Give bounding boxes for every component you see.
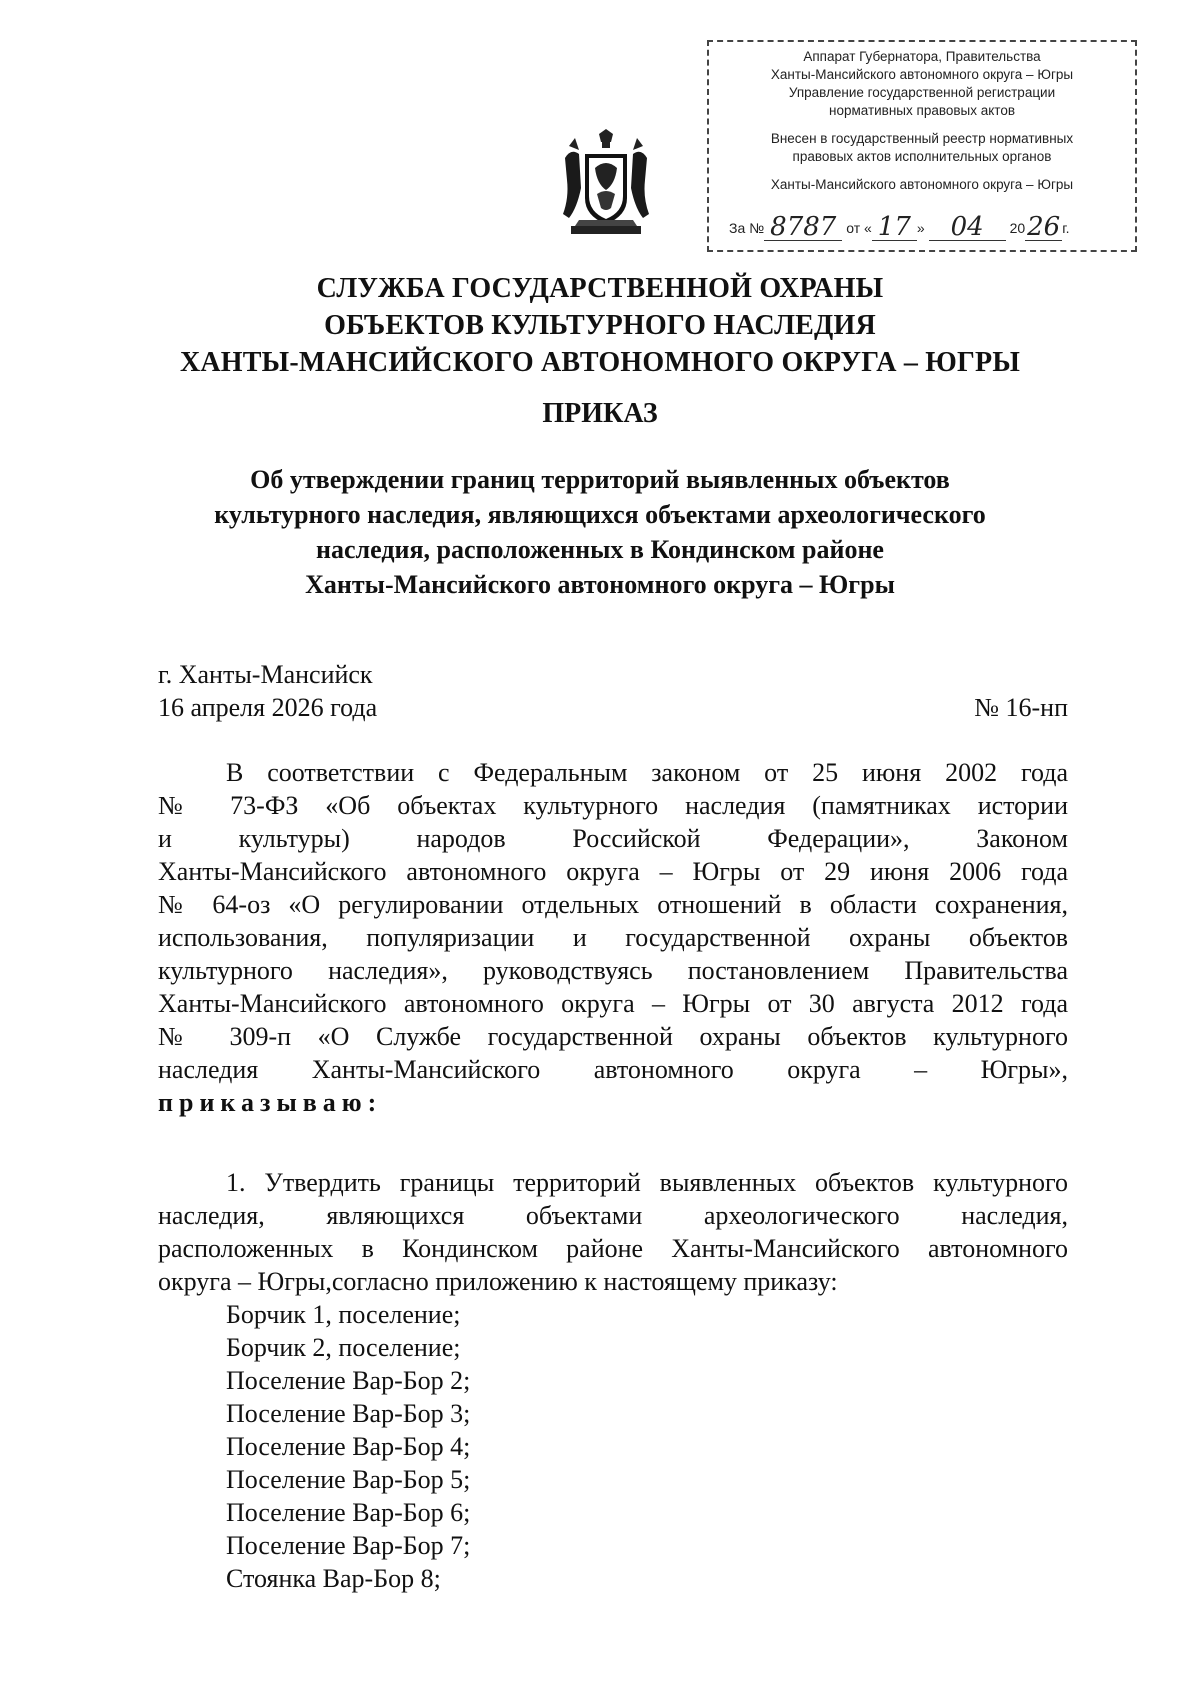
stamp-line: Ханты-Мансийского автономного округа – Югры	[770, 177, 1074, 192]
order-word: приказываю:	[158, 1088, 383, 1117]
preamble-line: использования, популяризации и государственной охраны объектов	[158, 923, 1068, 952]
stamp-year-end: г.	[1062, 220, 1070, 236]
list-item: Поселение Вар-Бор 6;	[226, 1498, 471, 1527]
stamp-line: нормативных правовых актов	[828, 103, 1016, 118]
stamp-line: Ханты-Мансийского автономного округа – Югры	[770, 67, 1074, 82]
subject-line: Ханты-Мансийского автономного округа – Югры	[305, 570, 895, 599]
point-1-line: наследия, являющихся объектами археологического наследия,	[158, 1201, 1068, 1230]
issue-date: 16 апреля 2026 года	[158, 693, 378, 722]
objects-list	[226, 1298, 470, 1595]
stamp-day: 17	[872, 214, 917, 241]
list-item: Борчик 1, поселение;	[226, 1300, 461, 1329]
list-item: Стоянка Вар-Бор 8;	[226, 1564, 441, 1593]
preamble-line: № 64-оз «О регулировании отдельных отношений в области сохранения,	[158, 890, 1068, 919]
document-number: № 16-нп	[974, 693, 1068, 722]
preamble-line: культурного наследия», руководствуясь постановлением Правительства	[158, 956, 1068, 985]
preamble-line: В соответствии с Федеральным законом от 25 июня 2002 года	[226, 758, 1068, 787]
agency-line: СЛУЖБА ГОСУДАРСТВЕННОЙ ОХРАНЫ	[316, 273, 884, 304]
list-item: Поселение Вар-Бор 5;	[226, 1465, 471, 1494]
stamp-line: Аппарат Губернатора, Правительства	[803, 49, 1041, 64]
stamp-year-prefix: 20	[1009, 220, 1026, 236]
stamp-line: Управление государственной регистрации	[788, 85, 1056, 100]
preamble-paragraph	[158, 756, 1068, 1119]
stamp-reg-number: 8787	[764, 214, 842, 241]
preamble-line: № 309-п «О Службе государственной охраны объектов культурного	[158, 1022, 1068, 1051]
subject-line: наследия, расположенных в Кондинском районе	[316, 535, 884, 564]
stamp-quote-close: »	[916, 220, 925, 236]
preamble-line: Ханты-Мансийского автономного округа – Югры от 30 августа 2012 года	[158, 989, 1068, 1018]
stamp-line: правовых актов исполнительных органов	[792, 149, 1052, 164]
agency-line: ОБЪЕКТОВ КУЛЬТУРНОГО НАСЛЕДИЯ	[324, 310, 876, 341]
preamble-line: наследия Ханты-Мансийского автономного округа – Югры»,	[158, 1055, 1068, 1084]
list-item: Поселение Вар-Бор 7;	[226, 1531, 471, 1560]
list-item: Борчик 2, поселение;	[226, 1333, 461, 1362]
point-1-line: 1. Утвердить границы территорий выявленных объектов культурного	[226, 1168, 1068, 1197]
order-title: ПРИКАЗ	[542, 398, 658, 429]
stamp-reg-prefix: За №	[729, 220, 765, 236]
list-item: Поселение Вар-Бор 4;	[226, 1432, 471, 1461]
preamble-line: Ханты-Мансийского автономного округа – Югры от 29 июня 2006 года	[158, 857, 1068, 886]
preamble-line: и культуры) народов Российской Федерации», Законом	[158, 824, 1068, 853]
subject-line: культурного наследия, являющихся объектами археологического	[214, 500, 986, 529]
stamp-month: 04	[929, 214, 1006, 241]
list-item: Поселение Вар-Бор 2;	[226, 1366, 471, 1395]
list-item: Поселение Вар-Бор 3;	[226, 1399, 471, 1428]
point-1-line: расположенных в Кондинском районе Ханты-Мансийского автономного	[158, 1234, 1068, 1263]
point-1-paragraph	[158, 1166, 1068, 1298]
preamble-line: № 73-ФЗ «Об объектах культурного наследия (памятниках истории	[158, 791, 1068, 820]
order-subject	[0, 462, 1200, 602]
subject-line: Об утверждении границ территорий выявленных объектов	[250, 465, 950, 494]
stamp-line: Внесен в государственный реестр нормативных	[770, 131, 1074, 146]
stamp-year-suffix: 26	[1027, 212, 1061, 242]
stamp-registration-row	[729, 214, 1125, 241]
coat-of-arms-icon	[557, 128, 655, 238]
issue-place: г. Ханты-Мансийск	[158, 660, 373, 689]
registration-stamp	[707, 40, 1137, 252]
agency-header	[0, 270, 1200, 381]
stamp-from-label: от «	[846, 220, 872, 236]
point-1-line: округа – Югры,согласно приложению к настоящему приказу:	[158, 1267, 838, 1296]
agency-line: ХАНТЫ-МАНСИЙСКОГО АВТОНОМНОГО ОКРУГА – ЮГРЫ	[179, 347, 1021, 378]
